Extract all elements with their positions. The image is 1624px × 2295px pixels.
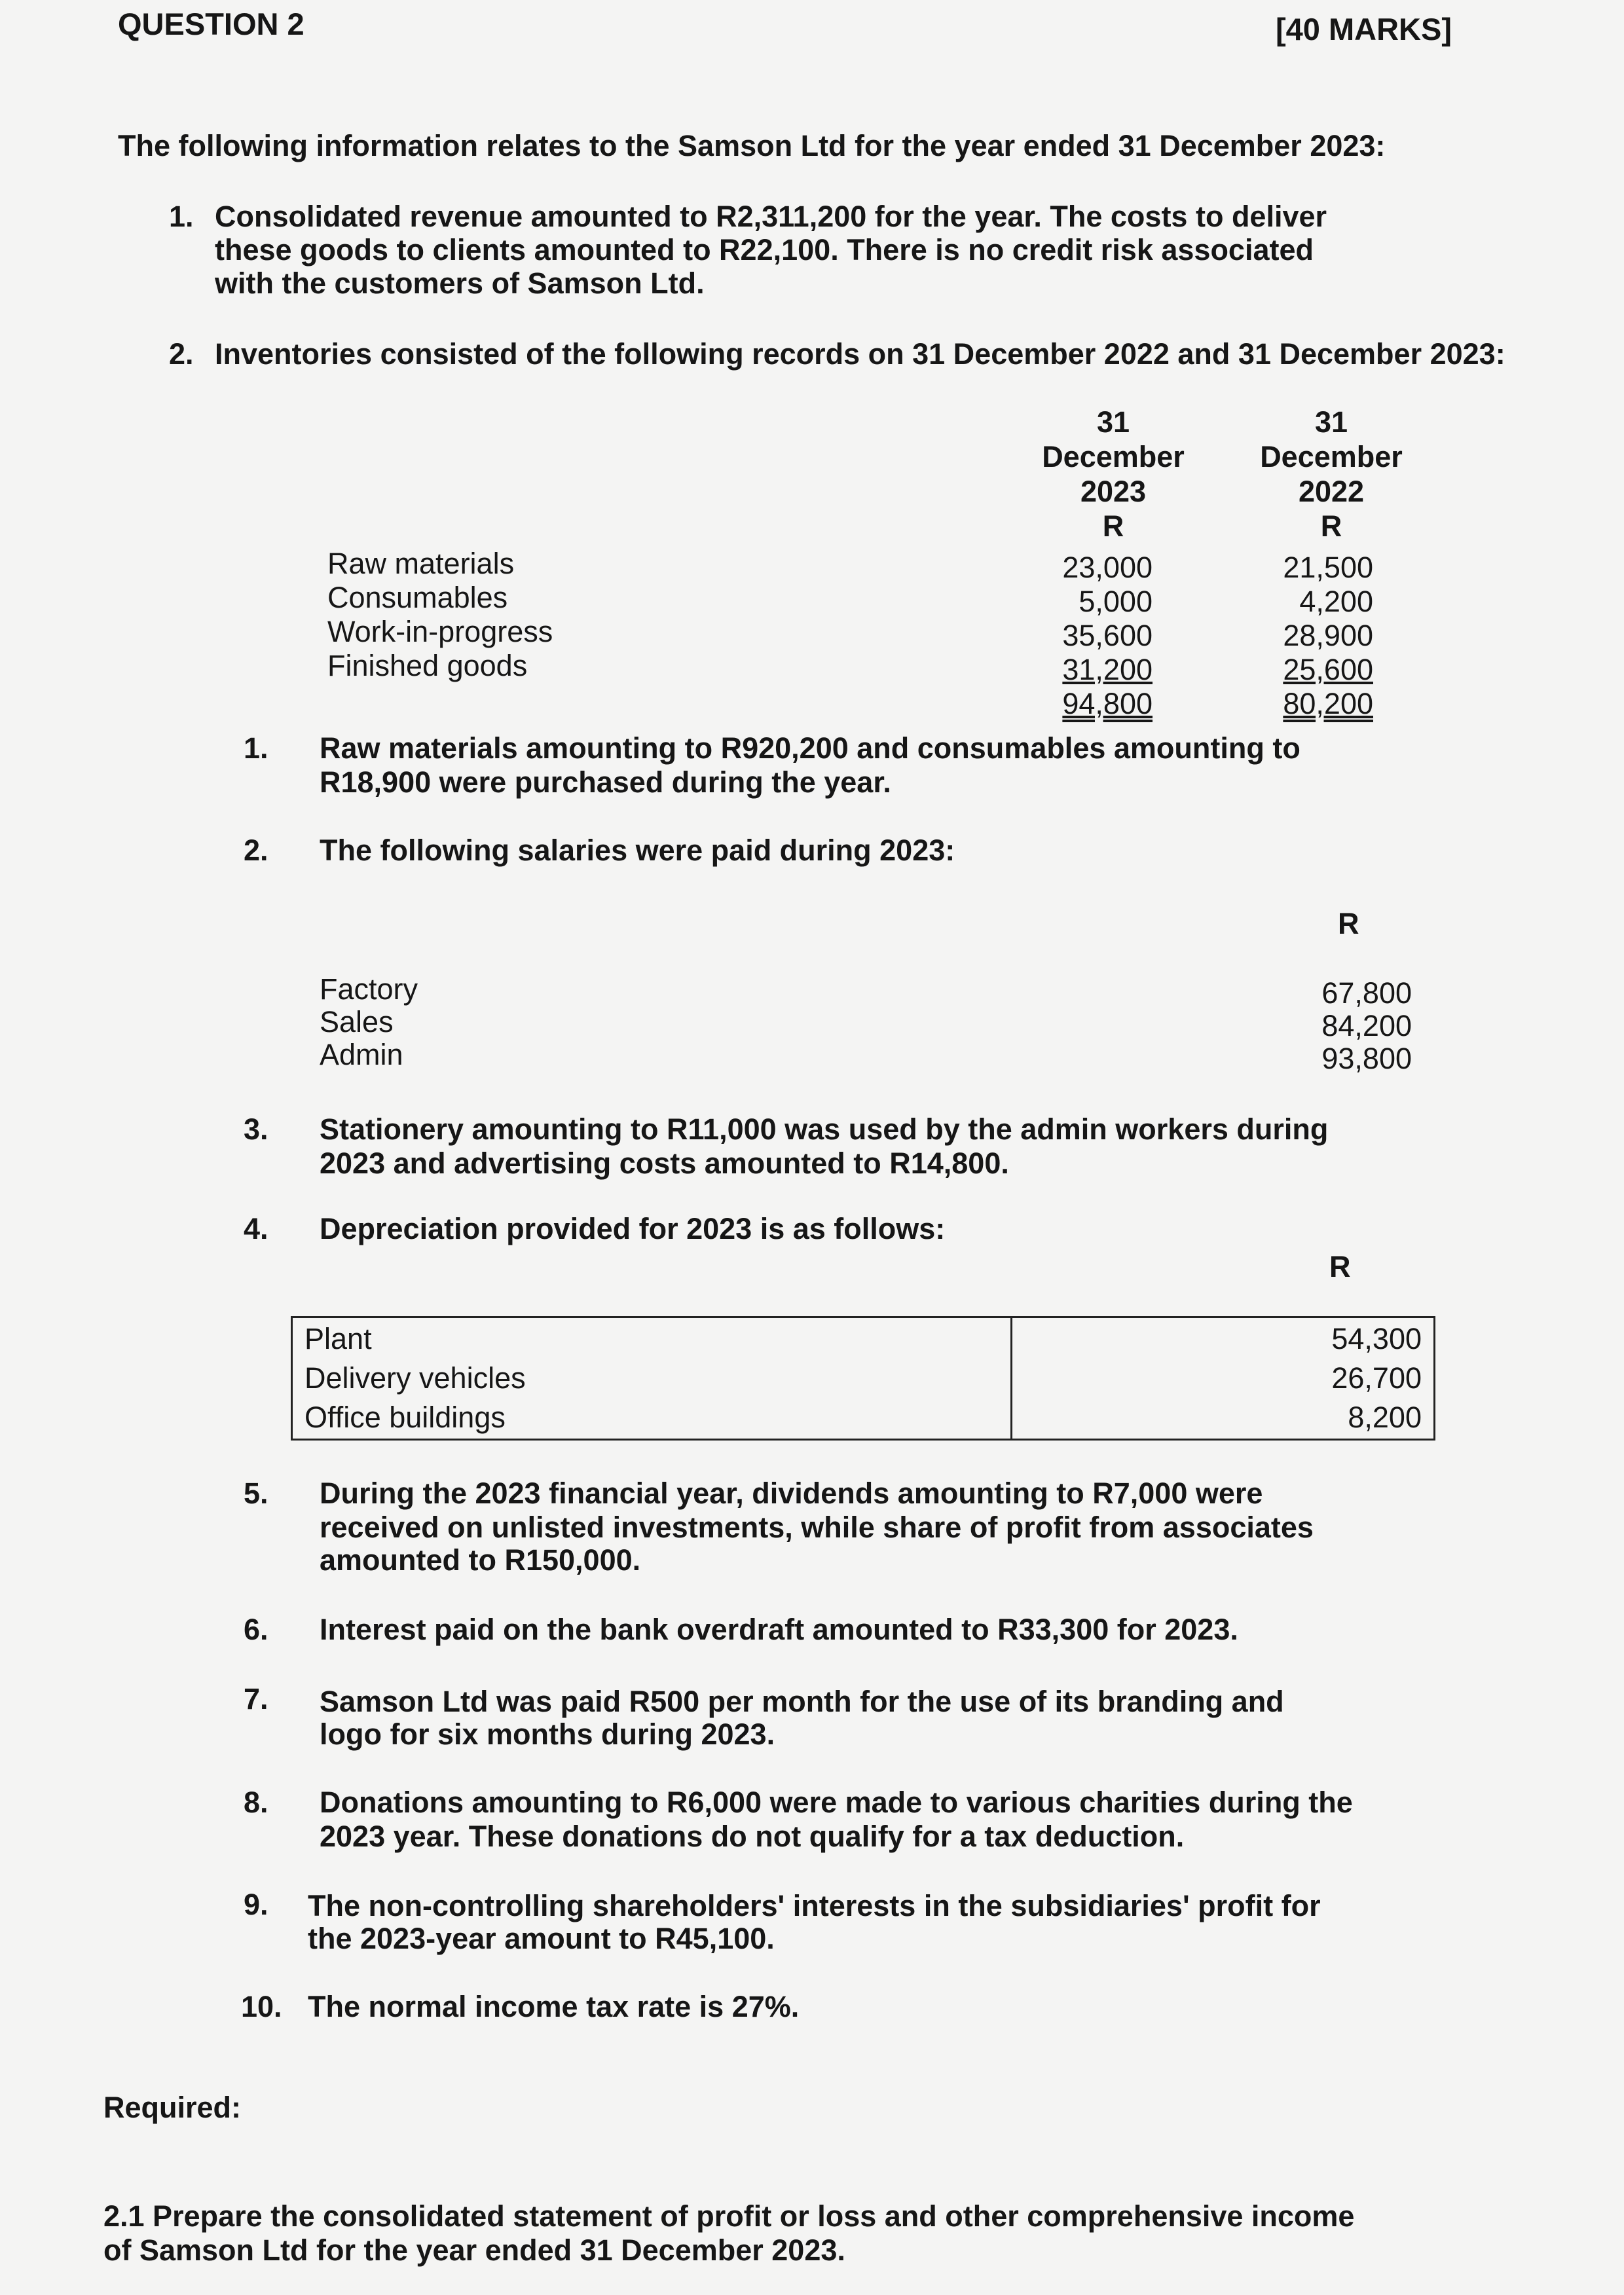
inventory-value-2022: 28,900 (1283, 619, 1373, 652)
depreciation-currency-header: R (1329, 1250, 1351, 1283)
salary-amount: 93,800 (1321, 1042, 1412, 1075)
required-line: 2.1 Prepare the consolidated statement of profit or loss and other comprehensive income (103, 2199, 1355, 2233)
note-line: The normal income tax rate is 27%. (308, 1990, 800, 2023)
inventory-total-2022: 80,200 (1283, 687, 1373, 720)
inventory-value-2022: 25,600 (1283, 653, 1373, 686)
intro-text: The following information relates to the Samson Ltd for the year ended 31 December 2023: (118, 129, 1386, 162)
note-number: 1. (244, 731, 268, 765)
inventory-row-label: Consumables (327, 581, 508, 614)
required-line: of Samson Ltd for the year ended 31 December 2023. (103, 2233, 845, 2267)
depreciation-label: Delivery vehicles (304, 1361, 526, 1395)
inventory-value-2023: 23,000 (1062, 551, 1153, 584)
item1-line: with the customers of Samson Ltd. (215, 266, 705, 300)
depreciation-amount: 8,200 (1348, 1401, 1422, 1434)
inventory-value-2022: 4,200 (1299, 585, 1373, 618)
depreciation-amount: 26,700 (1331, 1361, 1422, 1395)
note-number: 9. (244, 1888, 268, 1921)
note-line: The following salaries were paid during 2023: (320, 834, 955, 867)
note-line: amounted to R150,000. (320, 1543, 641, 1577)
note-number: 7. (244, 1682, 268, 1716)
note-line: Stationery amounting to R11,000 was used by the admin workers during (320, 1112, 1329, 1146)
required-heading: Required: (103, 2091, 242, 2124)
salary-label: Admin (320, 1038, 403, 1071)
header-line: R (1320, 509, 1342, 543)
header-line: 2023 (1080, 475, 1147, 508)
inventory-value-2023: 5,000 (1079, 585, 1153, 618)
inventory-total-2023: 94,800 (1062, 687, 1153, 720)
note-line: During the 2023 financial year, dividends amounting to R7,000 were (320, 1477, 1263, 1510)
note-line: received on unlisted investments, while share of profit from associates (320, 1511, 1314, 1544)
depreciation-amount: 54,300 (1331, 1322, 1422, 1355)
note-number: 5. (244, 1477, 268, 1510)
note-number: 3. (244, 1112, 268, 1146)
note-number: 8. (244, 1786, 268, 1819)
note-line: The non-controlling shareholders' interests in the subsidiaries' profit for (308, 1889, 1321, 1922)
depreciation-table (291, 1316, 1435, 1441)
note-line: Interest paid on the bank overdraft amounted to R33,300 for 2023. (320, 1613, 1238, 1646)
header-line: R (1102, 509, 1124, 543)
note-number: 4. (244, 1212, 268, 1245)
item-number: 1. (169, 200, 194, 233)
inventory-value-2022: 21,500 (1283, 551, 1373, 584)
note-line: 2023 year. These donations do not qualify for a tax deduction. (320, 1820, 1185, 1853)
inventory-value-2023: 35,600 (1062, 619, 1153, 652)
note-line: Samson Ltd was paid R500 per month for the use of its branding and (320, 1685, 1284, 1718)
depreciation-label: Plant (304, 1322, 372, 1355)
inventory-col-2023-header (1022, 405, 1205, 543)
item-number: 2. (169, 337, 194, 371)
salary-label: Sales (320, 1005, 394, 1038)
inventory-col-2022-header (1240, 405, 1423, 543)
note-number: 10. (241, 1990, 282, 2023)
header-line: 2022 (1298, 475, 1365, 508)
marks-label: [40 MARKS] (1276, 12, 1452, 46)
table-row (292, 1317, 1435, 1440)
depreciation-label: Office buildings (304, 1401, 506, 1434)
salary-label: Factory (320, 972, 418, 1006)
header-line: 31 (1096, 405, 1130, 439)
note-line: the 2023-year amount to R45,100. (308, 1922, 775, 1955)
inventory-value-2023: 31,200 (1062, 653, 1153, 686)
inventory-row-label: Raw materials (327, 547, 515, 580)
question-title: QUESTION 2 (118, 7, 304, 41)
note-line: Donations amounting to R6,000 were made to various charities during the (320, 1786, 1353, 1819)
note-line: Depreciation provided for 2023 is as follows: (320, 1212, 946, 1245)
note-line: Raw materials amounting to R920,200 and consumables amounting to (320, 731, 1301, 765)
note-number: 2. (244, 834, 268, 867)
item2-text: Inventories consisted of the following records on 31 December 2022 and 31 December 2023: (215, 337, 1505, 371)
note-number: 6. (244, 1613, 268, 1646)
inventory-row-label: Work-in-progress (327, 615, 553, 648)
header-line: December (1260, 440, 1403, 473)
item1-line: Consolidated revenue amounted to R2,311,200 for the year. The costs to deliver (215, 200, 1327, 233)
salary-amount: 84,200 (1321, 1009, 1412, 1042)
note-line: logo for six months during 2023. (320, 1717, 775, 1751)
header-line: 31 (1314, 405, 1348, 439)
inventory-row-label: Finished goods (327, 649, 528, 682)
depreciation-labels-cell (292, 1317, 1012, 1440)
depreciation-amounts-cell (1012, 1317, 1435, 1440)
note-line: 2023 and advertising costs amounted to R14,800. (320, 1147, 1009, 1180)
header-line: December (1042, 440, 1185, 473)
salary-amount: 67,800 (1321, 976, 1412, 1010)
item1-line: these goods to clients amounted to R22,100. There is no credit risk associated (215, 233, 1314, 266)
salaries-currency-header: R (1338, 907, 1359, 940)
note-line: R18,900 were purchased during the year. (320, 765, 891, 799)
